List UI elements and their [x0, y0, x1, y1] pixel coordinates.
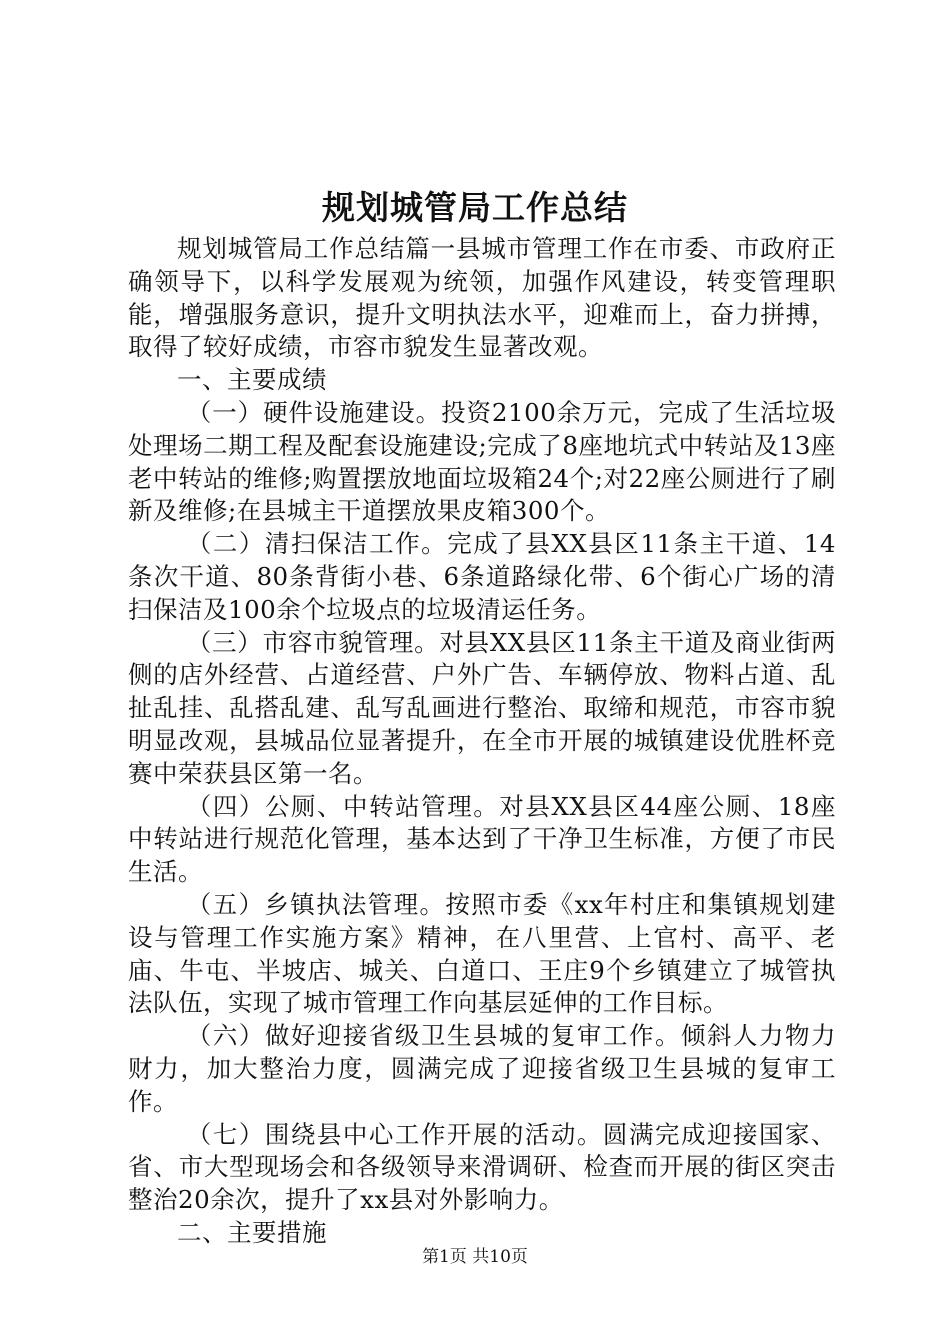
intro-paragraph: 规划城管局工作总结篇一县城市管理工作在市委、市政府正确领导下，以科学发展观为统领，加强作风建设，转变管理职能，增强服务意识，提升文明执法水平，迎难而上，奋力拼搏，取得了较好成绩，市容市貌发生显著改观。: [128, 234, 836, 362]
paragraph-city-appearance: （三）市容市貌管理。对县XX县区11条主干道及商业街两侧的店外经营、占道经营、户外广告、车辆停放、物料占道、乱扯乱挂、乱搭乱建、乱写乱画进行整治、取缔和规范，市容市貌明显改观，县城品位显著提升，在全市开展的城镇建设优胜杯竞赛中荣获县区第一名。: [128, 627, 836, 788]
paragraph-township-enforcement: （五）乡镇执法管理。按照市委《xx年村庄和集镇规划建设与管理工作实施方案》精神，在八里营、上官村、高平、老庙、牛屯、半坡店、城关、白道口、王庄9个乡镇建立了城管执法队伍，实现了城市管理工作向基层延伸的工作目标。: [128, 889, 836, 1018]
paragraph-cleaning: （二）清扫保洁工作。完成了县XX县区11条主干道、14条次干道、80条背街小巷、6条道路绿化带、6个街心广场的清扫保洁及100余个垃圾点的垃圾清运任务。: [128, 529, 836, 624]
page-number-footer: 第1页 共10页: [422, 1247, 528, 1267]
document-body: [128, 233, 836, 1250]
paragraph-toilets-transfer-stations: （四）公厕、中转站管理。对县XX县区44座公厕、18座中转站进行规范化管理，基本达到了干净卫生标准，方便了市民生活。: [128, 791, 836, 887]
paragraph-sanitation-review: （六）做好迎接省级卫生县城的复审工作。倾斜人力物力财力，加大整治力度，圆满完成了迎接省级卫生县城的复审工作。: [128, 1021, 836, 1116]
paragraph-hardware-facilities: （一）硬件设施建设。投资2100余万元，完成了生活垃圾处理场二期工程及配套设施建设;完成了8座地坑式中转站及13座老中转站的维修;购置摆放地面垃圾箱24个;对22座公厕进行了刷新及维修;在县城主干道摆放果皮箱300个。: [128, 397, 836, 526]
section-heading-achievements: 一、主要成绩: [177, 365, 327, 395]
paragraph-county-activities: （七）围绕县中心工作开展的活动。圆满完成迎接国家、省、市大型现场会和各级领导来滑调研、检查而开展的街区突击整治20余次，提升了xx县对外影响力。: [128, 1119, 836, 1215]
document-title: 规划城管局工作总结: [322, 188, 628, 227]
section-heading-measures: 二、主要措施: [177, 1217, 327, 1247]
